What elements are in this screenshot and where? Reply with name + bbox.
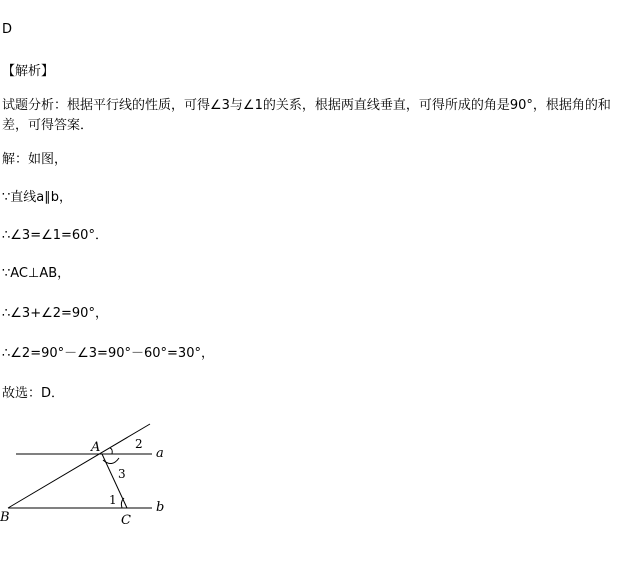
solution-intro: 解：如图， (2, 152, 68, 167)
line-a-label: a (156, 446, 164, 461)
angle-3-label: 3 (118, 467, 126, 481)
angle-2-arc (110, 448, 112, 454)
analysis-paragraph: 试题分析：根据平行线的性质，可得∠3与∠1的关系，根据两直线垂直，可得所成的角是90°，根据角的和差，可得答案． (2, 98, 611, 133)
line-b-label: b (156, 500, 165, 515)
solution-step: ∵直线a∥b， (2, 190, 72, 205)
conclusion-text: 故选：D． (2, 386, 65, 401)
geometry-figure (0, 410, 200, 540)
angle-1-label: 1 (109, 493, 117, 507)
answer-text: D (2, 22, 13, 37)
solution-step: ∴∠3=∠1=60°． (2, 228, 108, 243)
solution-step: ∵AC⊥AB， (2, 266, 71, 281)
point-b-label: B (0, 510, 10, 525)
analysis-heading: 【解析】 (2, 64, 55, 79)
solution-step: ∴∠2=90°－∠3=90°－60°=30°， (2, 346, 214, 361)
point-c-label: C (121, 513, 131, 528)
segment-ab-extended (8, 424, 150, 508)
angle-2-label: 2 (135, 437, 143, 451)
solution-step: ∴∠3+∠2=90°， (2, 306, 108, 321)
point-a-label: A (91, 440, 101, 455)
